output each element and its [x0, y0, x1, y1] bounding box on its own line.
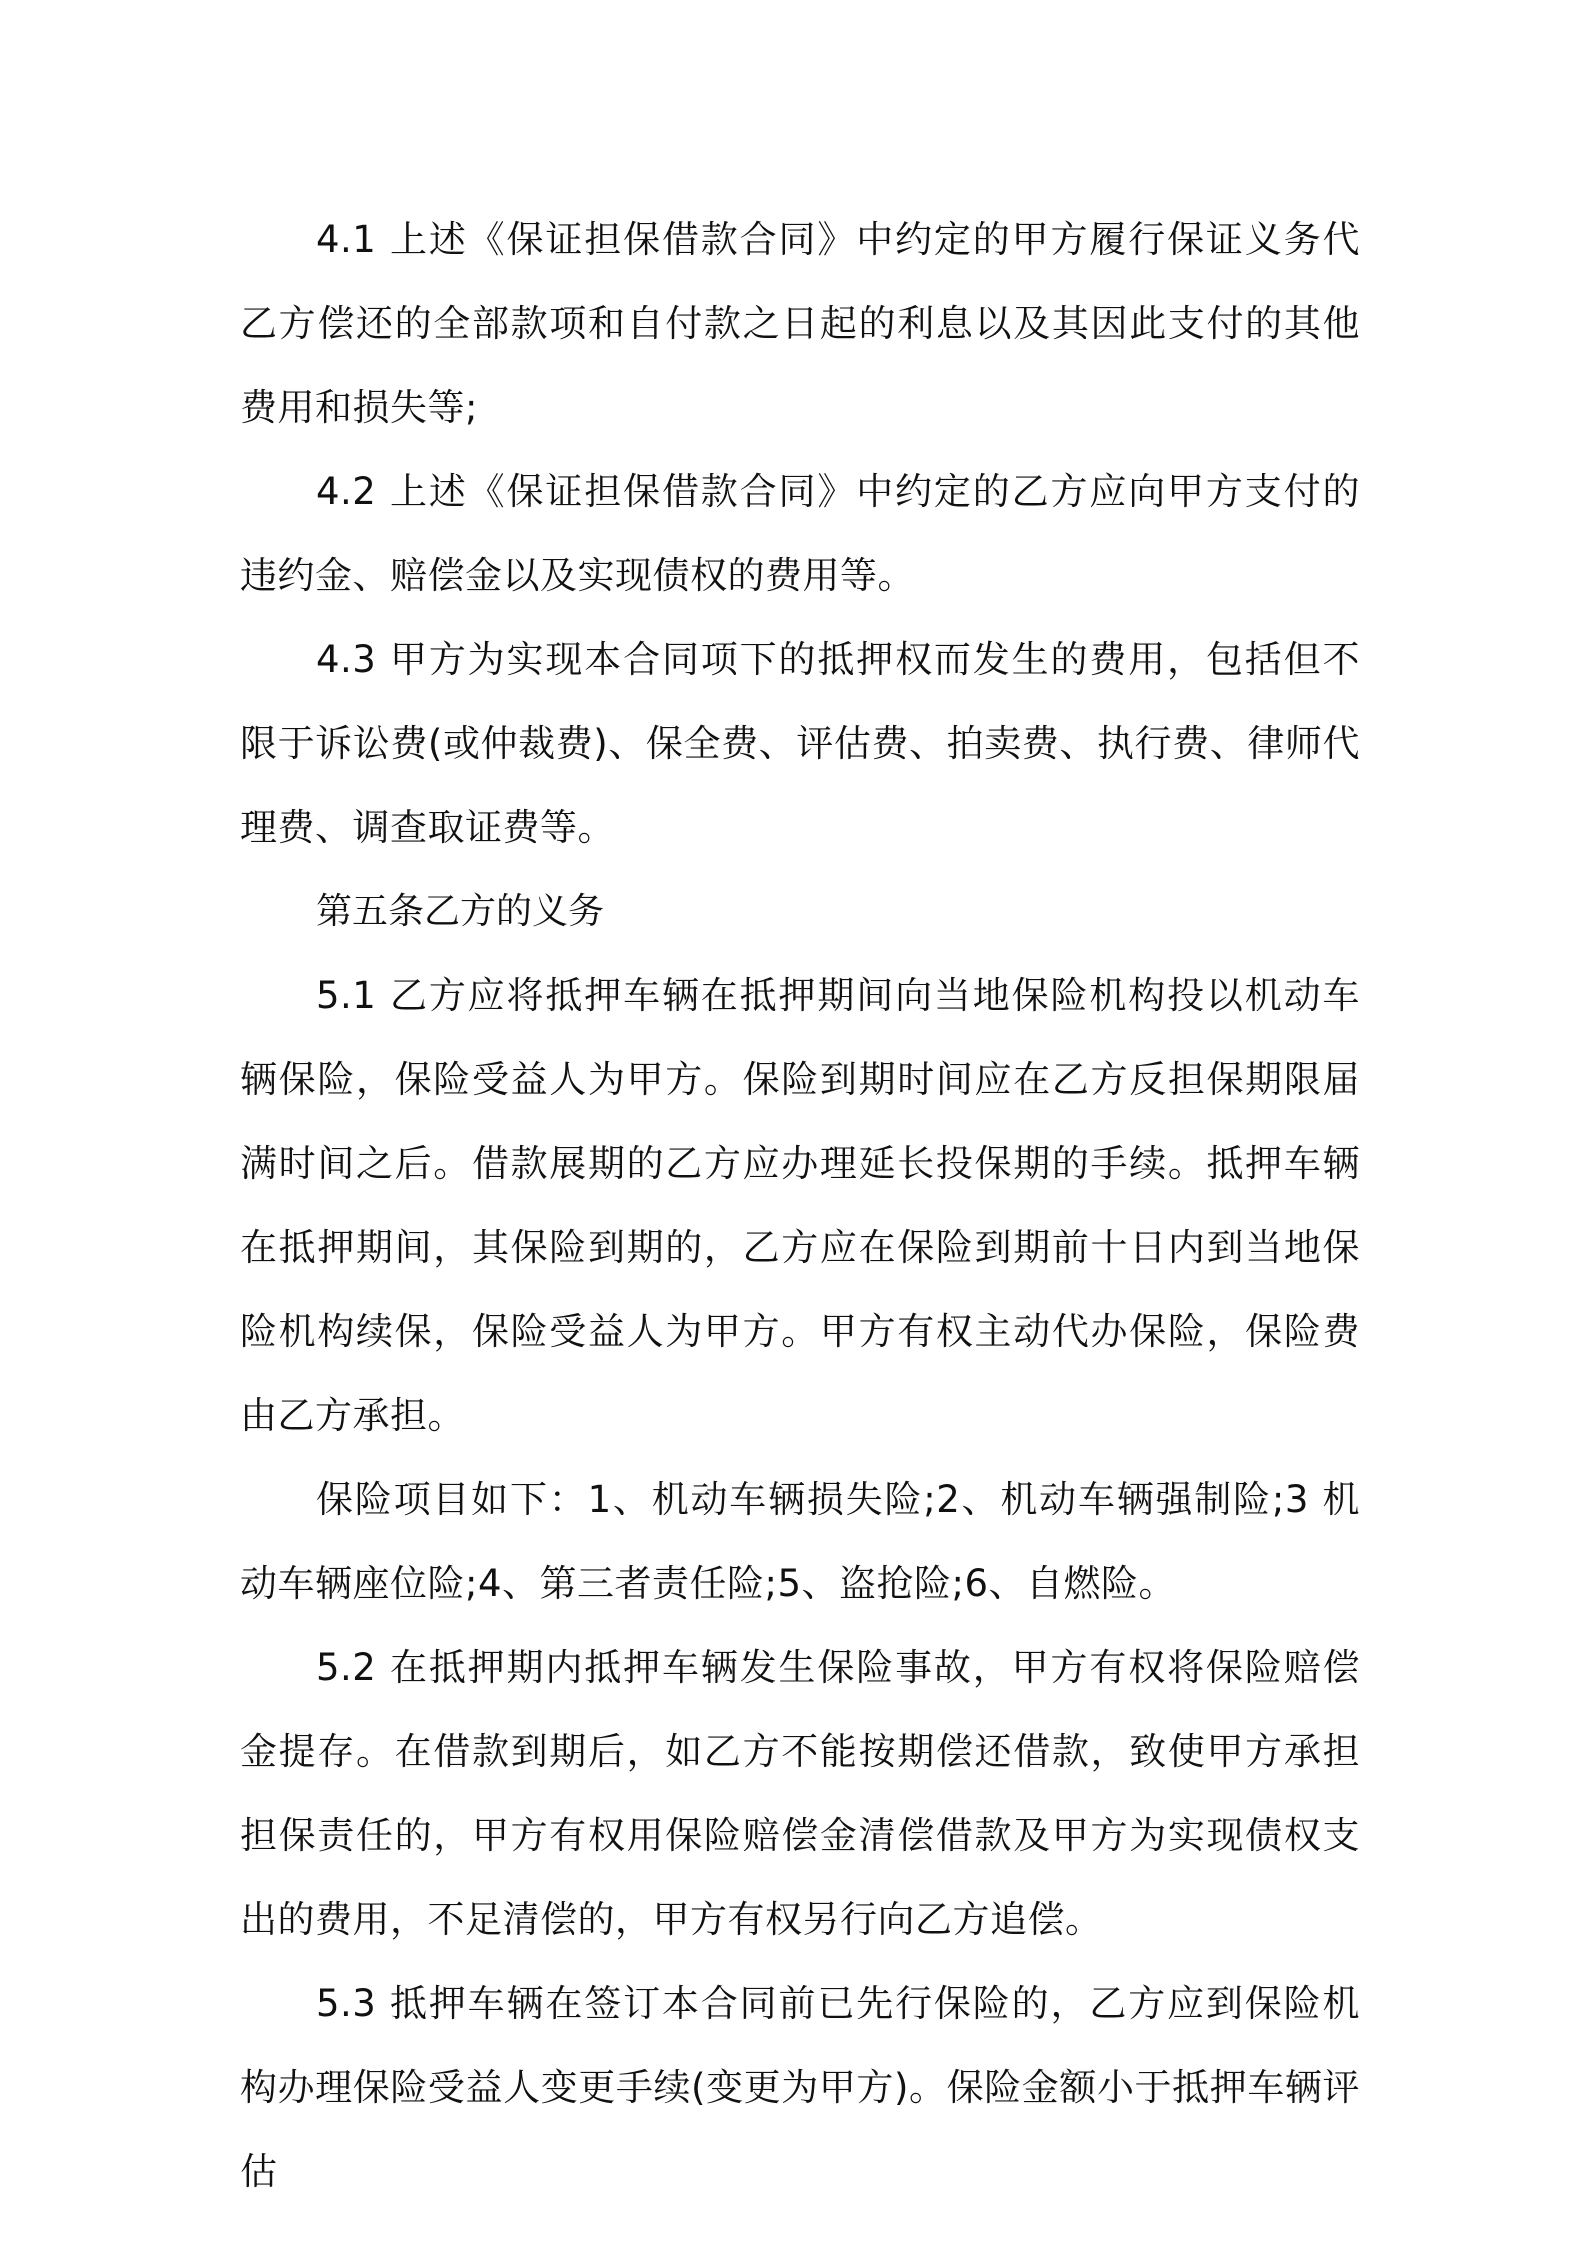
section-heading-article-5: 第五条乙方的义务: [316, 891, 605, 932]
paragraph-4-1: 4.1 上述《保证担保借款合同》中约定的甲方履行保证义务代乙方偿还的全部款项和自付款之日起的利息以及其因此支付的其他费用和损失等;: [240, 218, 1360, 429]
paragraph-5-1: 5.1 乙方应将抵押车辆在抵押期间向当地保险机构投以机动车辆保险，保险受益人为甲方。保险到期时间应在乙方反担保期限届满时间之后。借款展期的乙方应办理延长投保期的手续。抵押车辆在抵押期间，其保险到期的，乙方应在保险到期前十日内到当地保险机构续保，保险受益人为甲方。甲方有权主动代办保险，保险费由乙方承担。: [240, 974, 1360, 1437]
document-body: [240, 198, 1360, 2214]
paragraph-5-3: 5.3 抵押车辆在签订本合同前已先行保险的，乙方应到保险机构办理保险受益人变更手续(变更为甲方)。保险金额小于抵押车辆评估: [240, 1982, 1360, 2193]
paragraph-5-2: 5.2 在抵押期内抵押车辆发生保险事故，甲方有权将保险赔偿金提存。在借款到期后，如乙方不能按期偿还借款，致使甲方承担担保责任的，甲方有权用保险赔偿金清偿借款及甲方为实现债权支出的费用，不足清偿的，甲方有权另行向乙方追偿。: [240, 1646, 1360, 1941]
paragraph-insurance-items: 保险项目如下：1、机动车辆损失险;2、机动车辆强制险;3 机动车辆座位险;4、第三者责任险;5、盗抢险;6、自燃险。: [240, 1478, 1360, 1605]
paragraph-4-3: 4.3 甲方为实现本合同项下的抵押权而发生的费用，包括但不限于诉讼费(或仲裁费)、保全费、评估费、拍卖费、执行费、律师代理费、调查取证费等。: [240, 638, 1360, 849]
paragraph-4-2: 4.2 上述《保证担保借款合同》中约定的乙方应向甲方支付的违约金、赔偿金以及实现债权的费用等。: [240, 470, 1360, 597]
